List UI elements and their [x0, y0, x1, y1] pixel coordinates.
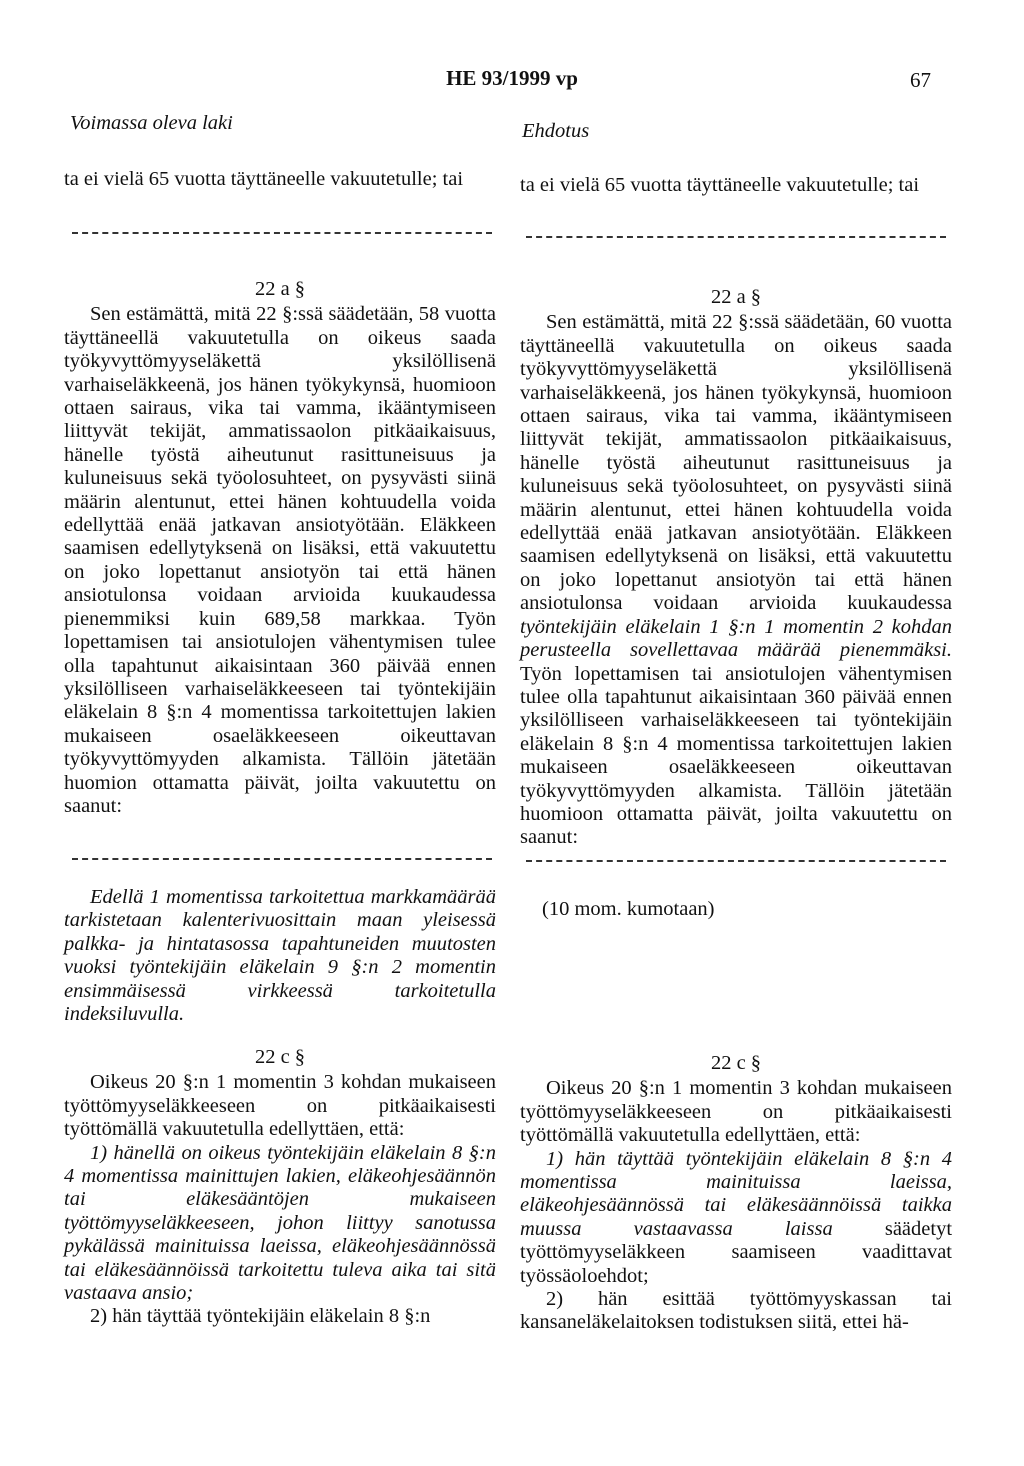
right-section-22a-text-b: Työn lopettamisen tai ansiotulojen vähentymisen tulee olla tapahtunut aikaisintaan 360 päivää ennen yksilölliseen varhaiseläkkeeseen tai työntekijäin eläkelain 8 §:n 4 momentissa tarkoitettujen lakien mukaiseen osaeläkkeeseen oikeuttavan työkyvyttömyyden alkamista. Tällöin jätetään huomioon ottamatta päivät, joilta vakuutettu on saanut: [520, 662, 952, 849]
right-section-22c-title: 22 c § [710, 1052, 762, 1074]
right-divider-1 [526, 236, 946, 238]
right-item-1 [520, 1148, 952, 1288]
right-section-22c-text: Oikeus 20 §:n 1 momentin 3 kohdan mukaiseen työttömyyseläkkeeseen on pitkäaikaisesti työttömällä vakuutetulla edellyttäen, että: [520, 1077, 952, 1147]
left-section-22c-text: Oikeus 20 §:n 1 momentin 3 kohdan mukaiseen työttömyyseläkkeeseen on pitkäaikaisesti työttömällä vakuutetulla edellyttäen, että: [64, 1071, 496, 1141]
left-column-heading: Voimassa oleva laki [70, 112, 233, 134]
right-section-22a-title: 22 a § [710, 286, 762, 308]
right-section-22a-text-a: Sen estämättä, mitä 22 §:ssä säädetään, 60 vuotta täyttäneellä vakuutetulla on oikeus saada työkyvyttömyyseläkettä yksilöllisenä varhaiseläkkeenä, jos hänen työkykynsä, huomioon ottaen sairaus, vika tai vamma, ikääntymiseen liittyvät tekijät, ammatissaolon pitkäaikaisuus, hänelle työstä aiheutunut rasittuneisuus ja kuluneisuus sekä työolosuhteet, on pysyvästi siinä määrin alentunut, ettei hänen kohtuudella voida edellyttää enää jatkavan ansiotyötään. Eläkkeen saamisen edellytyksenä on lisäksi, että vakuutettu on joko lopettanut ansiotyön tai että hänen ansiotulonsa voidaan arvioida kuukaudessa [520, 311, 952, 615]
document-title: HE 93/1999 vp [446, 66, 578, 90]
left-section-22c [64, 1046, 496, 1329]
right-item-2: 2) hän esittää työttömyyskassan tai kansaneläkelaitoksen todistuksen siitä, ettei hä- [520, 1288, 952, 1334]
right-item-1-rest: säädetyt työttömyyseläkkeen saamiseen vaadittavat työssäoloehdot; [520, 1217, 953, 1287]
left-section-22a [64, 278, 496, 818]
right-item-1-italic: 1) hän täyttää työntekijäin eläkelain 8 §:n 4 momentissa mainituissa laeissa, eläkeohjesäännössä tai eläkesäännöissä taikka muussa vastaavassa laissa [520, 1147, 952, 1240]
right-moment-10 [520, 898, 952, 921]
left-divider-2 [72, 858, 492, 860]
left-moment-10 [64, 886, 496, 1026]
right-column-heading: Ehdotus [522, 120, 590, 142]
left-item-1: 1) hänellä on oikeus työntekijäin eläkelain 8 §:n 4 momentissa mainittujen lakien, eläkeohjesäännön tai eläkesääntöjen mukaiseen työttömyyseläkkeeseen, johon liittyy sanotussa pykälässä mainituissa laeissa, eläkeohjesäännössä tai eläkesäännöissä tarkoitettu tuleva aika tai sitä vastaava ansio; [64, 1141, 496, 1305]
right-moment-10-text: (10 mom. kumotaan) [542, 898, 715, 920]
left-item-2: 2) hän täyttää työntekijäin eläkelain 8 §:n [90, 1305, 431, 1328]
left-column [64, 168, 496, 191]
right-section-22a-text [520, 311, 952, 849]
left-section-22a-title: 22 a § [254, 278, 306, 300]
right-section-22c [520, 1052, 952, 1335]
right-column [520, 174, 952, 197]
right-section-22a [520, 286, 952, 850]
left-section-22a-text: Sen estämättä, mitä 22 §:ssä säädetään, 58 vuotta täyttäneellä vakuutetulla on oikeus saada työkyvyttömyyseläkettä yksilöllisenä varhaiseläkkeenä, jos hänen työkykynsä, huomioon ottaen sairaus, vika tai vamma, ikääntymiseen liittyvät tekijät, ammatissaolon pitkäaikaisuus, hänelle työstä aiheutunut rasittuneisuus ja kuluneisuus sekä työolosuhteet, on pysyvästi siinä määrin alentunut, ettei hänen kohtuudella voida edellyttää enää jatkavan ansiotyötään. Eläkkeen saamisen edellytyksenä on lisäksi, että vakuutettu on joko lopettanut ansiotyön tai että hänen ansiotulonsa voidaan arvioida kuukaudessa pienemmiksi kuin 689,58 markkaa. Työn lopettamisen tai ansiotulojen vähentymisen tulee olla tapahtunut aikaisintaan 360 päivää ennen yksilölliseen varhaiseläkkeeseen tai työntekijäin eläkelain 8 §:n 4 momentissa tarkoitettujen lakien mukaiseen osaeläkkeeseen oikeuttavan työkyvyttömyyden alkamista. Tällöin jätetään huomion ottamatta päivät, joilta vakuutettu on saanut: [64, 303, 496, 817]
right-intro: ta ei vielä 65 vuotta täyttäneelle vakuutetulle; tai [520, 174, 920, 196]
page-number: 67 [910, 68, 931, 92]
left-divider-1 [72, 232, 492, 234]
right-section-22a-text-italic: työntekijäin eläkelain 1 §:n 1 momentin 2 kohdan perusteella sovellettavaa määrää pienemmäksi. [520, 615, 952, 662]
left-moment-10-text: Edellä 1 momentissa tarkoitettua markkamäärää tarkistetaan kalenterivuosittain maan yleisessä palkka- ja hintatasossa tapahtuneiden muutosten vuoksi työntekijäin eläkelain 9 §:n 2 momentin ensimmäisessä virkkeessä tarkoitetulla indeksiluvulla. [64, 886, 496, 1026]
right-divider-2 [526, 860, 946, 862]
left-intro: ta ei vielä 65 vuotta täyttäneelle vakuutetulle; tai [64, 168, 464, 190]
left-section-22c-title: 22 c § [254, 1046, 306, 1068]
